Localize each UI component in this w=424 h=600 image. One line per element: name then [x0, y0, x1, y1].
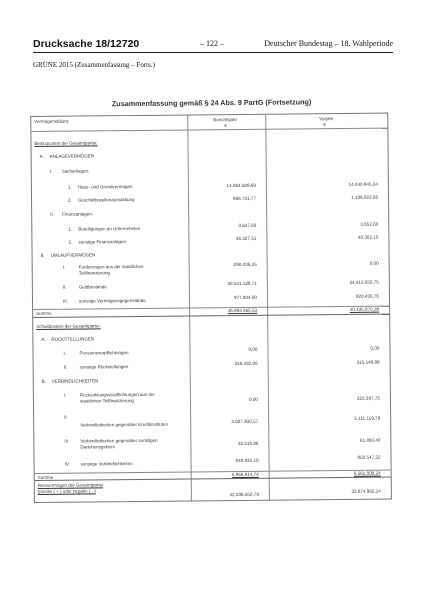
- row-number: II.: [64, 414, 68, 420]
- liabilities-heading: Schuldposten der Gesamtpartei:: [36, 323, 101, 329]
- row-label: Geldbestände: [78, 284, 107, 290]
- sum-rule: [33, 306, 389, 310]
- previous-value: 40.302,15: [357, 234, 379, 240]
- row-number: I.: [63, 350, 67, 356]
- header-current-year: Berichtsjahr: [213, 117, 238, 123]
- current-value: 32.516,96: [237, 440, 259, 447]
- row-number: II.: [63, 364, 68, 370]
- previous-value: 222.297,75: [356, 395, 380, 401]
- row-number: 1.: [68, 226, 73, 232]
- header-rule: [31, 128, 387, 132]
- row-label-continued: Teilfinanzierung: [78, 270, 111, 276]
- row-number: 2.: [68, 239, 73, 245]
- section-letter: B.: [40, 252, 45, 258]
- header-previous-year: Vorjahr: [319, 116, 334, 122]
- row-label: Verbindlichkeiten gegenüber sonstigen: [80, 437, 158, 444]
- net-assets-previous: 33.874.962,14: [351, 488, 381, 494]
- previous-value: 1.108.822,66: [351, 194, 379, 200]
- page-number: – 122 –: [200, 39, 224, 48]
- current-value: 346.432,06: [234, 360, 258, 367]
- row-label: Forderungen aus der staatlichen: [78, 263, 144, 270]
- section-title: ANLAGEVERMÖGEN: [49, 153, 95, 159]
- row-number: III.: [62, 298, 69, 304]
- current-value: 14.064.589,69: [226, 182, 256, 189]
- parliament-session: Deutscher Bundestag – 18. Wahlperiode: [264, 39, 393, 48]
- current-value: 30.541.128,71: [227, 280, 257, 287]
- previous-value: 0,00: [370, 345, 380, 351]
- assets-sum-current: 46.893.365,53: [227, 307, 258, 314]
- page-header: [33, 38, 393, 52]
- assets-sum-previous: 40.435.970,38: [349, 306, 380, 312]
- section-title: RÜCKSTELLUNGEN: [51, 336, 95, 342]
- header-rule: [33, 52, 393, 53]
- net-assets-sign-note: (positiv ( + ) oder negativ ( - ): [37, 488, 96, 494]
- header-balance-label: Vermögensbilanz: [34, 118, 69, 124]
- previous-value: 3.652,60: [360, 221, 379, 227]
- row-label: Pensionsverpflichtungen: [79, 350, 129, 356]
- row-number: 1.: [67, 184, 72, 190]
- group-title: Finanzanlagen:: [62, 211, 93, 217]
- assets-heading: Besitzposten der Gesamtpartei:: [34, 140, 98, 146]
- net-assets-label: Reinvermögen der Gesamtpartei: [37, 482, 104, 488]
- current-value: 3.647,60: [238, 222, 257, 229]
- document-number: Drucksache 18/12720: [33, 38, 140, 50]
- previous-value: 850.547,32: [357, 454, 381, 460]
- group-title: Sachanlagen:: [61, 168, 90, 174]
- row-label-continued: Darlehensgebern: [80, 444, 115, 450]
- previous-value: 0,00: [369, 260, 379, 266]
- row-number: 2.: [68, 197, 72, 203]
- header-current-unit: €: [224, 123, 227, 129]
- sum-double-rule: [33, 314, 389, 318]
- subheading: GRÜNE 2015 (Zusammenfassung – Forts.): [33, 61, 155, 69]
- previous-value: 315.149,99: [356, 359, 380, 365]
- scanned-statement: [30, 89, 397, 530]
- current-value: 0,00: [248, 346, 258, 352]
- sum-label: Summe: [37, 474, 54, 480]
- row-label-continued: staatlichen Teilfinanzierung: [79, 398, 134, 404]
- current-value: 977.904,00: [233, 294, 258, 301]
- section-letter: A.: [41, 336, 46, 342]
- statement-title: Zusammenfassung gemäß § 24 Abs. 9 PartG (Fortsetzung): [111, 97, 312, 109]
- row-label: Verbindlichkeiten gegenüber Kreditinstituten: [80, 421, 169, 428]
- liabilities-sum-current: 5.856.814,74: [231, 471, 259, 478]
- sum-rule: [35, 470, 391, 474]
- row-label: Haus- und Grundvermögen: [77, 184, 133, 190]
- row-number: IV.: [64, 461, 70, 467]
- net-assets-current: 42.036.550,79: [229, 491, 259, 498]
- header-previous-unit: €: [323, 122, 326, 128]
- liabilities-sum-previous: 6.561.008,24: [353, 470, 381, 476]
- previous-value: 5.111.119,79: [354, 415, 381, 421]
- group-number: I.: [49, 168, 53, 174]
- previous-value: 24.412.650,75: [349, 279, 379, 285]
- section-letter: A.: [39, 153, 44, 159]
- row-number: II.: [62, 284, 67, 290]
- sum-label: Summe: [36, 310, 52, 316]
- row-label: Geschäftsstellenausstattung: [78, 197, 135, 203]
- section-letter: B.: [41, 378, 47, 384]
- row-number: I.: [62, 264, 66, 270]
- current-value: 290.036,25: [233, 261, 257, 268]
- row-label: sonstige Verbindlichkeiten: [80, 461, 133, 467]
- row-label: Beteiligungen an Unternehmen: [78, 225, 141, 232]
- group-number: II.: [50, 211, 54, 217]
- previous-value: 820.430,76: [355, 293, 379, 299]
- current-value: 849.935,10: [235, 457, 259, 464]
- row-label: sonstige Rückstellungen: [79, 364, 129, 370]
- previous-value: 14.040.845,34: [348, 181, 378, 187]
- section-title: VERBINDLICHKEITEN: [51, 378, 99, 384]
- row-number: I.: [63, 392, 67, 398]
- row-number: III.: [64, 438, 70, 444]
- row-label: sonstige Vermögensgegenstände: [78, 297, 146, 304]
- current-value: 968.731,77: [233, 195, 257, 202]
- current-value: 4.627.930,57: [231, 418, 259, 425]
- previous-value: 61.893,40: [359, 437, 381, 443]
- balance-sheet-table: [30, 113, 392, 503]
- section-title: UMLAUFVERMÖGEN: [50, 252, 96, 258]
- row-label: sonstige Finanzanlagen: [78, 239, 127, 245]
- row-label: Rückzahlungsverpflichtungen aus der: [79, 391, 155, 398]
- current-value: 0,00: [248, 396, 258, 402]
- current-value: 46.327,51: [235, 235, 257, 242]
